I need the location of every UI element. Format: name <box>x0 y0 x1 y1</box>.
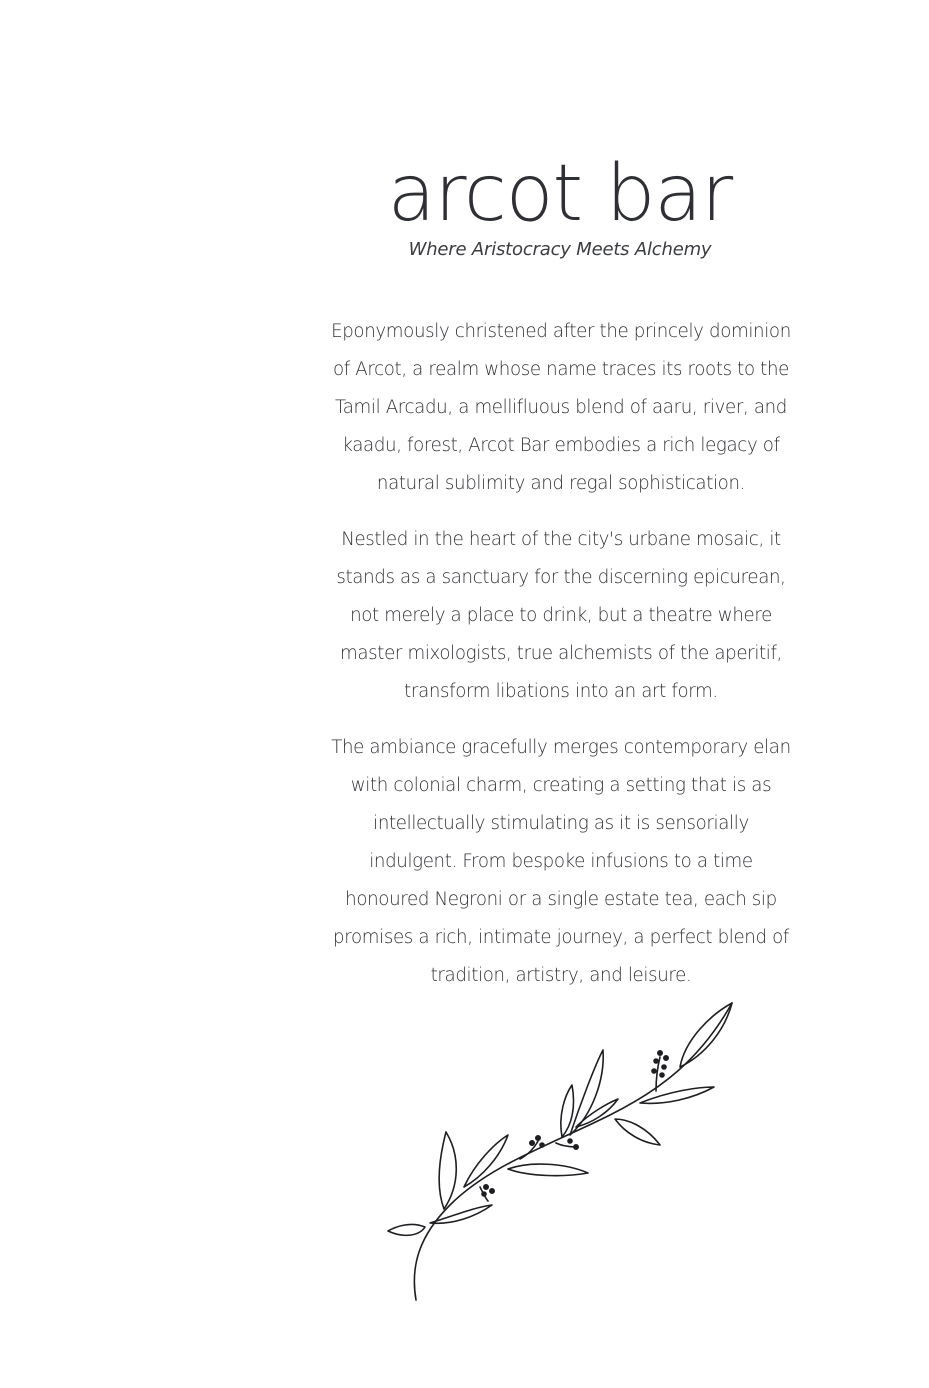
brand-title: arcot bar <box>387 149 733 239</box>
brand-tagline: Where Aristocracy Meets Alchemy <box>408 239 712 260</box>
paragraph-origin: Eponymously christened after the princely dominion of Arcot, a realm whose name traces its roots to the Tamil Arcadu, a mellifluous blend of aaru, river, and kaadu, forest, Arcot Bar embodies a rich legacy of natural sublimity and regal sophistication. <box>331 321 791 494</box>
botanical-sprig-icon <box>380 995 750 1310</box>
intro-text <box>330 313 792 1013</box>
paragraph-ambiance: The ambiance gracefully merges contemporary elan with colonial charm, creating a setting that is as intellectually stimulating as it is sensorially indulgent. From bespoke infusions to a time honoured Negroni or a single estate tea, each sip promises a rich, intimate journey, a perfect blend of tradition, artistry, and leisure. <box>331 737 791 986</box>
paragraph-sanctuary: Nestled in the heart of the city's urbane mosaic, it stands as a sanctuary for the discerning epicurean, not merely a place to drink, but a theatre where master mixologists, true alchemists of the aperitif, transform libations into an art form. <box>336 529 786 702</box>
brand-header <box>330 148 790 262</box>
